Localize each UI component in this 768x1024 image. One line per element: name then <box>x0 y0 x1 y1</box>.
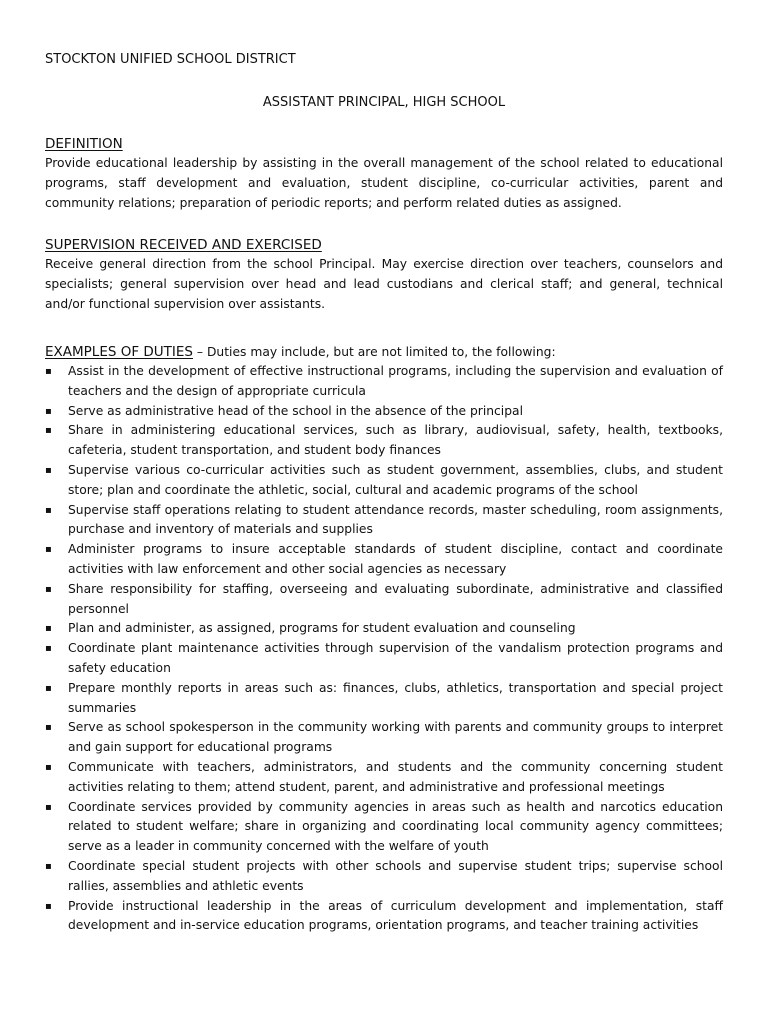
duty-item <box>45 540 723 580</box>
duty-item <box>45 501 723 541</box>
duty-item <box>45 798 723 857</box>
bullet-icon: ▪ <box>45 682 52 694</box>
bullet-icon: ▪ <box>45 544 52 556</box>
duties-list <box>45 362 723 936</box>
duty-item <box>45 421 723 461</box>
examples-of-duties-section <box>45 342 723 936</box>
duty-item <box>45 857 723 897</box>
duty-text: Serve as school spokesperson in the community working with parents and community groups to interpret and gain support for educational programs <box>68 720 723 755</box>
duty-item <box>45 718 723 758</box>
bullet-icon: ▪ <box>45 366 52 377</box>
duty-item <box>45 619 723 639</box>
bullet-icon: ▪ <box>45 643 52 655</box>
duty-text: Serve as administrative head of the school in the absence of the principal <box>68 403 523 418</box>
bullet-icon: ▪ <box>45 623 52 635</box>
duty-text: Coordinate plant maintenance activities through supervision of the vandalism protection programs and safety education <box>68 641 723 675</box>
bullet-icon: ▪ <box>45 583 52 595</box>
document-title: ASSISTANT PRINCIPAL, HIGH SCHOOL <box>262 95 506 110</box>
duty-item <box>45 402 723 422</box>
bullet-icon: ▪ <box>45 425 52 437</box>
bullet-icon: ▪ <box>45 801 52 813</box>
duty-item <box>45 461 723 501</box>
district-name: STOCKTON UNIFIED SCHOOL DISTRICT <box>45 52 296 67</box>
duty-text: Administer programs to insure acceptable standards of student discipline, contact and coordinate activities with law enforcement and other social agencies as necessary <box>68 542 723 576</box>
bullet-icon: ▪ <box>45 464 52 476</box>
duty-text: Plan and administer, as assigned, programs for student evaluation and counseling <box>68 621 576 636</box>
bullet-icon: ▪ <box>45 722 52 734</box>
duty-text: Supervise various co-curricular activities such as student government, assemblies, clubs, and student store; plan and coordinate the athletic, social, cultural and academic programs of the school <box>68 462 723 497</box>
supervision-heading: SUPERVISION RECEIVED AND EXERCISED <box>45 237 322 253</box>
bullet-icon: ▪ <box>45 405 52 417</box>
duty-text: Share in administering educational services, such as library, audiovisual, safety, health, textbooks, cafeteria, student transportation, and student body finances <box>68 423 723 458</box>
duty-item <box>45 580 723 620</box>
examples-intro: – Duties may include, but are not limited to, the following: <box>193 345 556 359</box>
bullet-icon: ▪ <box>45 900 52 912</box>
duty-text: Assist in the development of effective instructional programs, including the supervision and evaluation of teachers and the design of appropriate curricula <box>68 364 723 398</box>
definition-heading: DEFINITION <box>45 136 123 152</box>
duty-text: Share responsibility for staffing, overseeing and evaluating subordinate, administrative and classified personnel <box>68 581 723 616</box>
duty-item <box>45 758 723 798</box>
duty-item <box>45 639 723 679</box>
definition-text: Provide educational leadership by assisting in the overall management of the school related to educational programs, staff development and evaluation, student discipline, co-curricular activities, parent and community relations; preparation of periodic reports; and perform related duties as assigned. <box>45 156 723 210</box>
duty-text: Coordinate services provided by community agencies in areas such as health and narcotics education related to student welfare; share in organizing and coordinating local community agency committees; serve as a leader in community concerned with the welfare of youth <box>68 799 723 854</box>
duty-text: Prepare monthly reports in areas such as: finances, clubs, athletics, transportation and special project summaries <box>68 680 723 715</box>
duty-item <box>45 679 723 719</box>
duty-text: Coordinate special student projects with other schools and supervise student trips; supervise school rallies, assemblies and athletic events <box>68 858 723 893</box>
bullet-icon: ▪ <box>45 504 52 516</box>
duty-text: Communicate with teachers, administrators, and students and the community concerning student activities relating to them; attend student, parent, and administrative and professional meetings <box>68 759 723 794</box>
duty-text: Provide instructional leadership in the areas of curriculum development and implementation, staff development and in-service education programs, orientation programs, and teacher training activities <box>68 898 723 933</box>
examples-heading: EXAMPLES OF DUTIES <box>45 344 193 360</box>
examples-heading-line <box>45 342 723 362</box>
duty-text: Supervise staff operations relating to student attendance records, master scheduling, room assignments, purchase and inventory of materials and supplies <box>68 502 723 537</box>
supervision-section <box>45 236 723 314</box>
bullet-icon: ▪ <box>45 761 52 773</box>
duty-item <box>45 897 723 937</box>
definition-section <box>45 135 723 213</box>
supervision-text: Receive general direction from the school Principal. May exercise direction over teachers, counselors and specialists; general supervision over head and lead custodians and clerical staff; and general, technical and/or functional supervision over assistants. <box>45 257 723 311</box>
bullet-icon: ▪ <box>45 860 52 872</box>
duty-item <box>45 362 723 402</box>
